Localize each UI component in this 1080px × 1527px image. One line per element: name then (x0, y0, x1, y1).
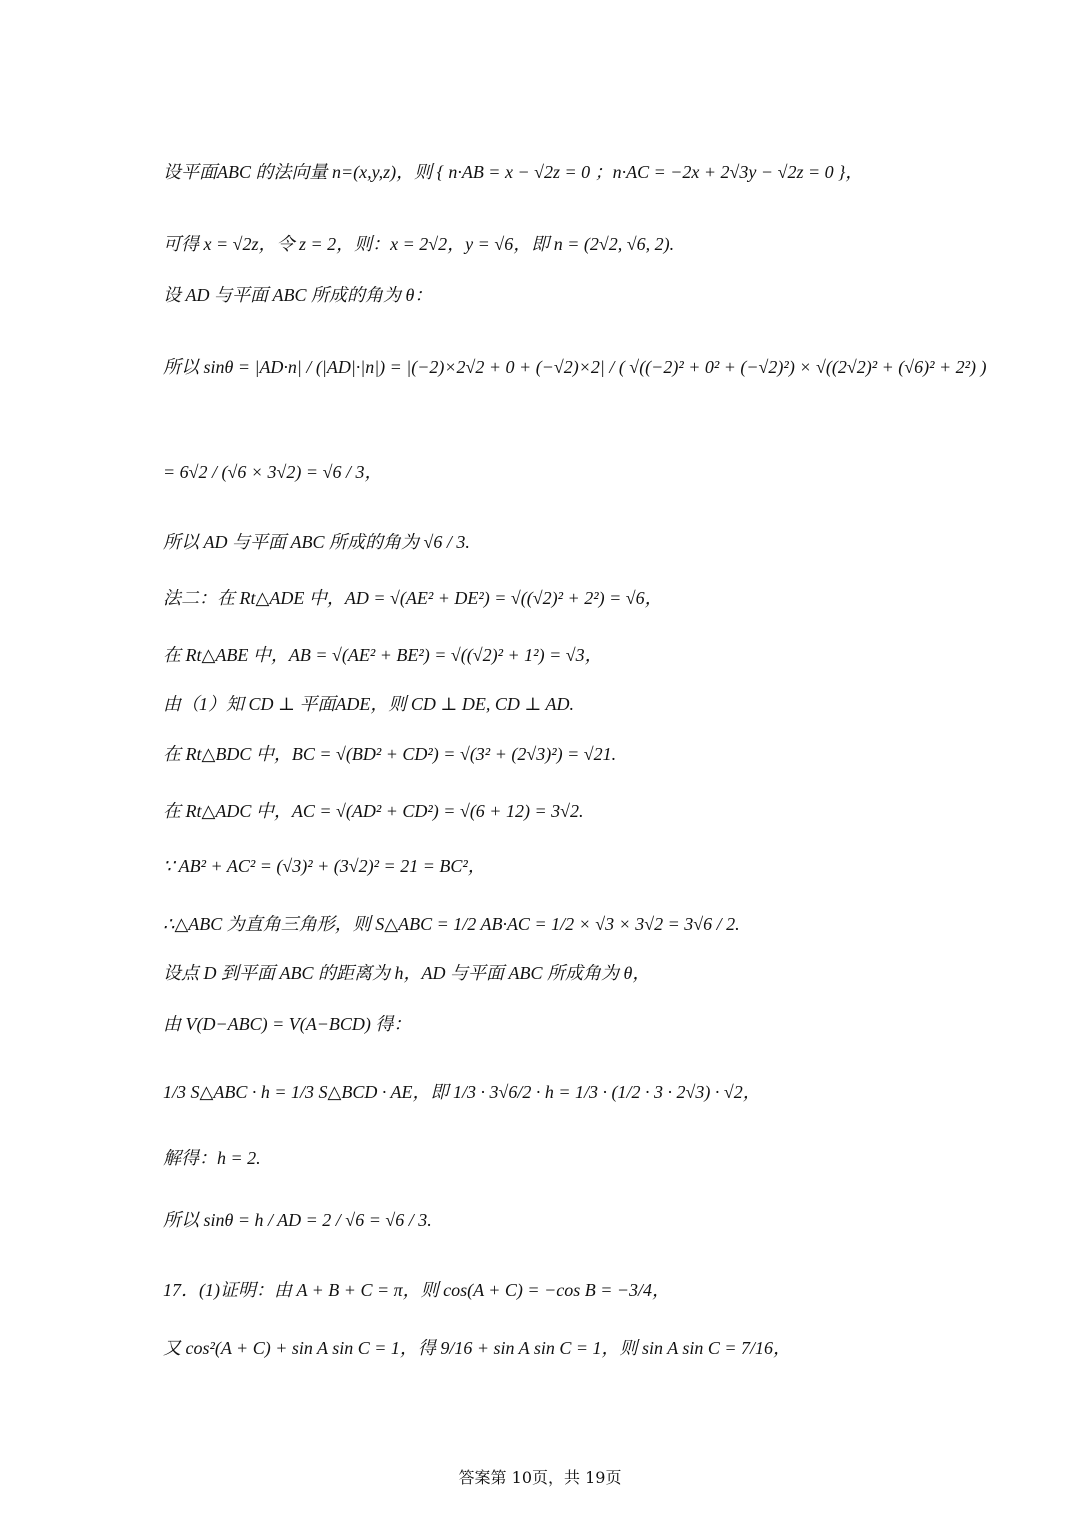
text-line-20: 又 cos²(A + C) + sin A sin C = 1，得 9/16 + sin A sin C = 1，则 sin A sin C = 7/16， (163, 1338, 792, 1358)
text-line-2: 可得 x = √2z，令 z = 2，则：x = 2√2，y = √6，即 n = (2√2, √6, 2). (163, 234, 675, 254)
text-line-7: 法二：在 Rt△ADE 中，AD = √(AE² + DE²) = √((√2)² + 2²) = √6， (163, 588, 663, 608)
text-line-9: 由（1）知 CD ⊥ 平面ADE，则 CD ⊥ DE, CD ⊥ AD. (163, 694, 574, 714)
text-line-14: 设点 D 到平面 ABC 的距离为 h，AD 与平面 ABC 所成角为 θ， (163, 963, 651, 983)
text-line-10: 在 Rt△BDC 中，BC = √(BD² + CD²) = √(3² + (2√3)²) = √21. (163, 744, 617, 764)
text-line-13: ∴△ABC 为直角三角形，则 S△ABC = 1/2 AB·AC = 1/2 × √3 × 3√2 = 3√6 / 2. (163, 914, 740, 934)
text-line-8: 在 Rt△ABE 中，AB = √(AE² + BE²) = √((√2)² + 1²) = √3， (163, 645, 603, 665)
page-footer: 答案第 10页，共 19页 (458, 1468, 622, 1487)
text-line-19: 17．(1)证明：由 A + B + C = π，则 cos(A + C) = −cos B = −3/4， (163, 1280, 670, 1300)
text-line-4: 所以 sinθ = |AD·n| / (|AD|·|n|) = |(−2)×2√2 + 0 + (−√2)×2| / ( √((−2)² + 0² + (−√2)²) × √((2√2)² + (√6)² + 2²) ) (163, 357, 987, 377)
text-line-5: = 6√2 / (√6 × 3√2) = √6 / 3， (163, 462, 383, 482)
text-line-18: 所以 sinθ = h / AD = 2 / √6 = √6 / 3. (163, 1210, 432, 1230)
text-line-12: ∵ AB² + AC² = (√3)² + (3√2)² = 21 = BC²， (163, 856, 486, 876)
text-line-15: 由 V(D−ABC) = V(A−BCD) 得： (163, 1014, 412, 1034)
text-line-16: 1/3 S△ABC · h = 1/3 S△BCD · AE，即 1/3 · 3√6/2 · h = 1/3 · (1/2 · 3 · 2√3) · √2， (163, 1082, 761, 1102)
text-line-1: 设平面ABC 的法向量 n=(x,y,z)，则 { n·AB = x − √2z = 0 ；n·AC = −2x + 2√3y − √2z = 0 }， (163, 162, 864, 182)
text-line-17: 解得：h = 2. (163, 1148, 261, 1168)
text-line-3: 设 AD 与平面 ABC 所成的角为 θ： (163, 285, 433, 305)
text-line-6: 所以 AD 与平面 ABC 所成的角为 √6 / 3. (163, 532, 470, 552)
text-line-11: 在 Rt△ADC 中，AC = √(AD² + CD²) = √(6 + 12) = 3√2. (163, 801, 584, 821)
